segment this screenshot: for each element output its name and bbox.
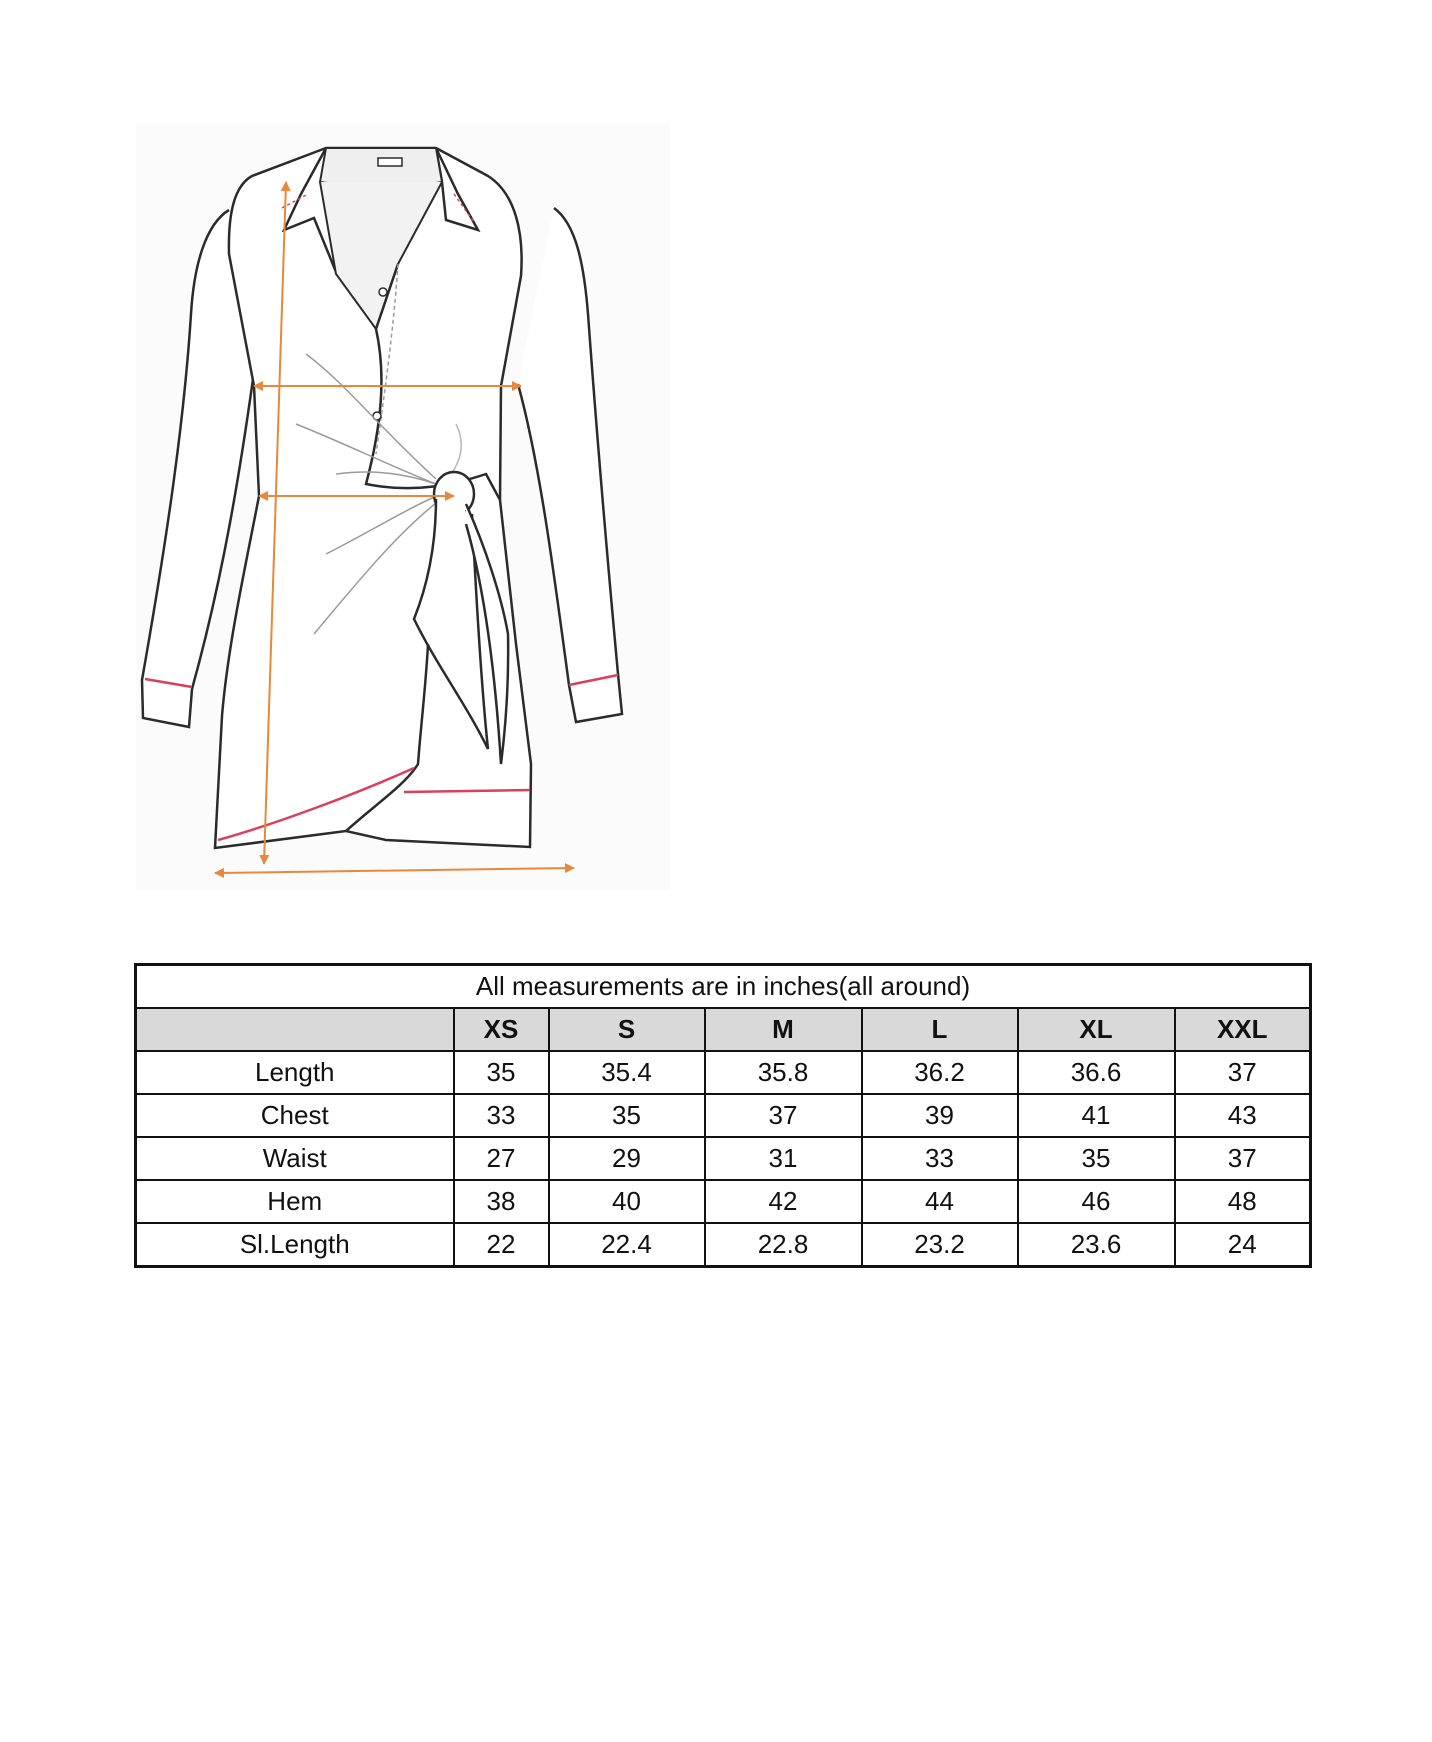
row-label: Hem xyxy=(136,1180,454,1223)
table-cell: 37 xyxy=(705,1094,862,1137)
table-cell: 22.4 xyxy=(549,1223,705,1267)
table-cell: 23.2 xyxy=(862,1223,1018,1267)
table-row-sleeve-length xyxy=(136,1223,1311,1267)
table-cell: 42 xyxy=(705,1180,862,1223)
header-cell-xxl: XXL xyxy=(1175,1008,1311,1051)
table-cell: 35 xyxy=(454,1051,549,1094)
wrap-dress-sketch-icon xyxy=(136,124,670,890)
table-row-waist xyxy=(136,1137,1311,1180)
table-cell: 48 xyxy=(1175,1180,1311,1223)
table-cell: 40 xyxy=(549,1180,705,1223)
table-cell: 44 xyxy=(862,1180,1018,1223)
table-cell: 29 xyxy=(549,1137,705,1180)
size-chart-table xyxy=(134,963,1312,1268)
table-cell: 36.6 xyxy=(1018,1051,1175,1094)
dress-illustration xyxy=(136,124,670,890)
table-cell: 35.4 xyxy=(549,1051,705,1094)
table-cell: 27 xyxy=(454,1137,549,1180)
row-label: Sl.Length xyxy=(136,1223,454,1267)
right-sleeve xyxy=(518,208,622,722)
table-cell: 46 xyxy=(1018,1180,1175,1223)
table-cell: 23.6 xyxy=(1018,1223,1175,1267)
table-cell: 35 xyxy=(1018,1137,1175,1180)
button-1 xyxy=(379,288,387,296)
header-cell-l: L xyxy=(862,1008,1018,1051)
table-cell: 37 xyxy=(1175,1137,1311,1180)
table-row-hem xyxy=(136,1180,1311,1223)
table-cell: 35 xyxy=(549,1094,705,1137)
hem-arrow xyxy=(215,868,574,873)
table-cell: 35.8 xyxy=(705,1051,862,1094)
table-cell: 31 xyxy=(705,1137,862,1180)
table-caption: All measurements are in inches(all around) xyxy=(136,965,1311,1009)
row-label: Chest xyxy=(136,1094,454,1137)
table-cell: 22.8 xyxy=(705,1223,862,1267)
table-row-length xyxy=(136,1051,1311,1094)
header-row xyxy=(136,1008,1311,1051)
table-cell: 38 xyxy=(454,1180,549,1223)
header-cell-empty xyxy=(136,1008,454,1051)
label-tag xyxy=(378,158,402,166)
row-label: Waist xyxy=(136,1137,454,1180)
header-cell-m: M xyxy=(705,1008,862,1051)
header-cell-xs: XS xyxy=(454,1008,549,1051)
table-cell: 33 xyxy=(454,1094,549,1137)
table-cell: 43 xyxy=(1175,1094,1311,1137)
table-cell: 36.2 xyxy=(862,1051,1018,1094)
header-cell-s: S xyxy=(549,1008,705,1051)
table-row-chest xyxy=(136,1094,1311,1137)
table-cell: 37 xyxy=(1175,1051,1311,1094)
table-cell: 41 xyxy=(1018,1094,1175,1137)
header-cell-xl: XL xyxy=(1018,1008,1175,1051)
table-cell: 24 xyxy=(1175,1223,1311,1267)
table-cell: 22 xyxy=(454,1223,549,1267)
row-label: Length xyxy=(136,1051,454,1094)
table-cell: 33 xyxy=(862,1137,1018,1180)
caption-row xyxy=(136,965,1311,1009)
table-cell: 39 xyxy=(862,1094,1018,1137)
